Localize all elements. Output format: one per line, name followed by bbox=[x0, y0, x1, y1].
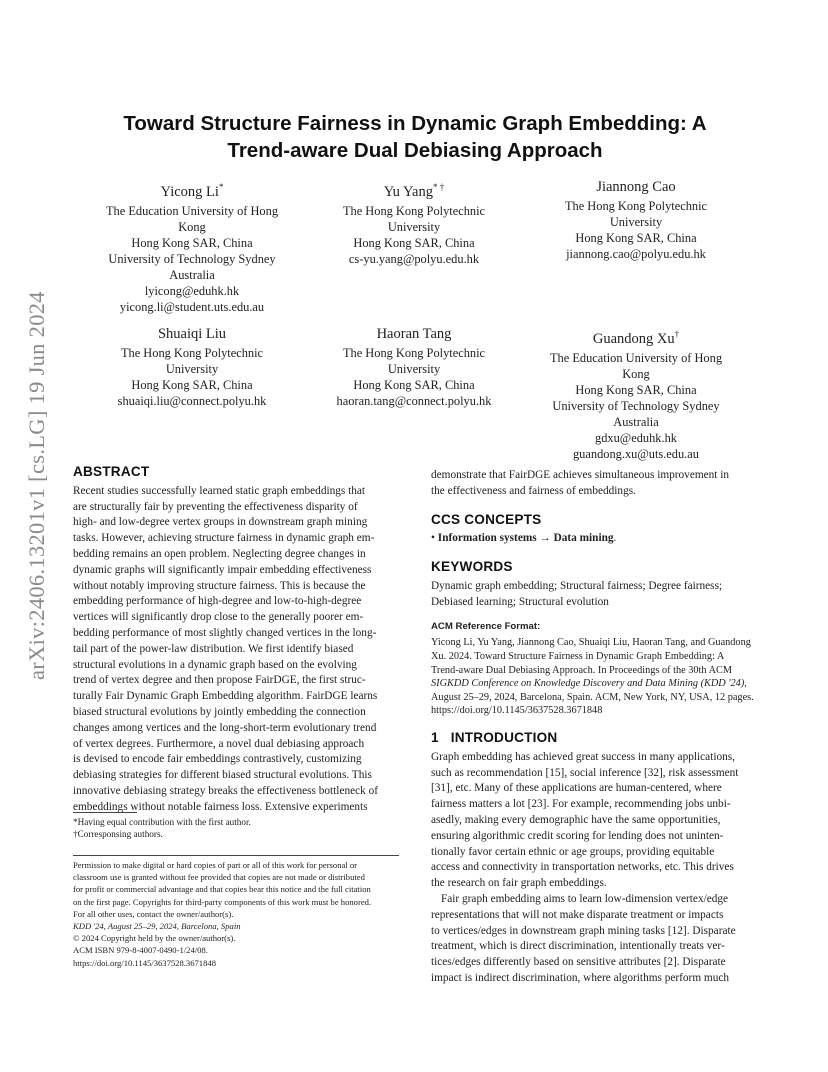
doi-line: https://doi.org/10.1145/3637528.3671848 bbox=[73, 957, 216, 968]
body-line: to vertices/edges in downstream graph mining tasks [12]. Disparate bbox=[431, 924, 736, 937]
author-name: Jiannong Cao bbox=[596, 179, 676, 195]
reference-line: https://doi.org/10.1145/3637528.3671848 bbox=[431, 705, 603, 717]
title-line: Trend-aware Dual Debiasing Approach bbox=[227, 139, 603, 162]
abstract-section bbox=[73, 464, 399, 816]
abstract-line: are structurally fair by preventing the effectiveness disparity of bbox=[73, 500, 358, 513]
abstract-line: biased structural evolutions by jointly embedding the connection bbox=[73, 705, 366, 718]
author-affil: University bbox=[165, 362, 219, 376]
author-affil: The Hong Kong Polytechnic bbox=[342, 203, 486, 218]
permission-line: on the first page. Copyrights for third-party components of this work must be honored. bbox=[73, 896, 372, 907]
abstract-line: without notably improving structure fairness. This is because the bbox=[73, 579, 366, 592]
bullet: • bbox=[431, 532, 435, 545]
author-email: yicong.li@student.uts.edu.au bbox=[119, 299, 265, 314]
footnotes bbox=[73, 816, 399, 840]
ccs-heading: CCS CONCEPTS bbox=[431, 511, 542, 527]
conference-line: KDD '24, August 25–29, 2024, Barcelona, Spain bbox=[73, 921, 241, 932]
copyright-line: © 2024 Copyright held by the owner/author(s). bbox=[73, 933, 236, 944]
abstract-line: tasks. However, achieving structure fairness in dynamic graph em- bbox=[73, 532, 375, 545]
abstract-line: the effectiveness and fairness of embeddings. bbox=[431, 484, 636, 497]
paper-title bbox=[70, 110, 760, 164]
permission-line: for profit or commercial advantage and that copies bear this notice and the full citation bbox=[73, 884, 371, 895]
abstract-heading: ABSTRACT bbox=[73, 464, 150, 479]
section-title: INTRODUCTION bbox=[450, 729, 558, 745]
keywords-heading: KEYWORDS bbox=[431, 559, 513, 575]
author-affil: Kong bbox=[622, 366, 650, 381]
introduction-heading bbox=[431, 730, 761, 746]
abstract-line: changes among vertices and the long-short-term evolutionary trend bbox=[73, 721, 377, 734]
abstract-line: demonstrate that FairDGE achieves simultaneous improvement in bbox=[431, 469, 730, 481]
abstract-line: high- and low-degree vertex groups in downstream graph mining bbox=[73, 516, 368, 529]
reference-format-heading: ACM Reference Format: bbox=[431, 620, 541, 632]
author-name: Yicong Li bbox=[160, 183, 219, 200]
intro-paragraph-1 bbox=[431, 750, 761, 892]
permission-rule bbox=[73, 855, 399, 856]
body-line: representations that will not make disparate treatment or impacts bbox=[431, 908, 724, 921]
reference-line: Trend-aware Dual Debiasing Approach. In Proceedings of the 30th ACM bbox=[431, 664, 733, 676]
author-email: gdxu@eduhk.hk bbox=[595, 430, 677, 445]
arxiv-id: arXiv:2406.13201v1 [cs.LG] 19 Jun 2024 bbox=[24, 291, 49, 680]
author-affil: University bbox=[387, 219, 441, 234]
author-block bbox=[304, 325, 524, 409]
reference-format bbox=[431, 636, 761, 718]
author-email: lyicong@eduhk.hk bbox=[144, 283, 240, 298]
author-affil: University bbox=[387, 362, 441, 376]
abstract-line: dynamic graphs will significantly impair embedding effectiveness bbox=[73, 563, 372, 576]
author-affil: University of Technology Sydney bbox=[108, 251, 276, 266]
author-mark: † bbox=[674, 329, 680, 339]
author-affil: Hong Kong SAR, China bbox=[131, 378, 253, 392]
abstract-line: embedding performance of high-degree and low-to-high-degree bbox=[73, 595, 362, 608]
author-affil: Hong Kong SAR, China bbox=[353, 235, 475, 250]
body-line: access and connectivity in transportation networks, etc. This drives bbox=[431, 861, 734, 874]
body-line: ensuring algorithmic credit scoring for lending does not uninten- bbox=[431, 829, 724, 842]
author-affil: Kong bbox=[178, 219, 206, 234]
permission-line: Permission to make digital or hard copies of part or all of this work for personal or bbox=[73, 860, 358, 870]
author-mark: * † bbox=[432, 182, 445, 192]
body-line: such as recommendation [15], social inference [32], risk assessment bbox=[431, 766, 739, 779]
body-line: impact is indirect discrimination, where algorithms perform much bbox=[431, 971, 730, 984]
abstract-line: embeddings without notable fairness loss. Extensive experiments bbox=[73, 800, 368, 813]
abstract-line: trend of vertex degree and then propose FairDGE, the first struc- bbox=[73, 674, 366, 687]
body-line: treatment, which is direct discrimination, intentionally treats ver- bbox=[431, 940, 725, 953]
abstract-line: innovative debiasing strategy breaks the effectiveness bottleneck of bbox=[73, 784, 379, 797]
arrow-icon: → bbox=[539, 532, 551, 545]
abstract-line: Recent studies successfully learned static graph embeddings that bbox=[73, 484, 366, 497]
keywords-line: Dynamic graph embedding; Structural fairness; Degree fairness; bbox=[431, 579, 723, 592]
author-email: jiannong.cao@polyu.edu.hk bbox=[566, 247, 706, 261]
author-affil: The Hong Kong Polytechnic bbox=[342, 346, 486, 360]
abstract-line: structural evolutions in a dynamic graph based on the evolving bbox=[73, 658, 357, 671]
body-line: [31], etc. Many of these applications are human-centered, where bbox=[431, 782, 722, 795]
author-affil: Hong Kong SAR, China bbox=[131, 235, 253, 250]
ccs-concept bbox=[431, 531, 761, 547]
author-email: haoran.tang@connect.polyu.hk bbox=[336, 394, 492, 408]
abstract-line: vertices will significantly drop close to the generally poorer em- bbox=[73, 611, 364, 624]
abstract-line: turally Fair Dynamic Graph Embedding algorithm. FairDGE learns bbox=[73, 690, 378, 703]
author-block bbox=[526, 178, 746, 262]
footnote: †Corresponsing authors. bbox=[73, 829, 163, 839]
section-number: 1 bbox=[431, 729, 439, 745]
abstract-body bbox=[73, 484, 399, 816]
ccs-term: Information systems bbox=[437, 532, 537, 545]
author-block bbox=[526, 325, 746, 462]
author-affil: The Education University of Hong bbox=[549, 350, 723, 365]
title-line: Toward Structure Fairness in Dynamic Graph Embedding: A bbox=[123, 112, 707, 135]
author-affil: Hong Kong SAR, China bbox=[575, 382, 697, 397]
body-line: tionally favor certain ethnic or age groups, providing equitable bbox=[431, 845, 715, 858]
author-affil: The Hong Kong Polytechnic bbox=[120, 346, 264, 360]
right-column bbox=[431, 468, 761, 987]
footnote-rule bbox=[73, 812, 137, 813]
isbn-line: ACM ISBN 979-8-4007-0490-1/24/08. bbox=[73, 945, 208, 956]
body-line: the research on fair graph embeddings. bbox=[431, 877, 607, 890]
abstract-line: bedding performance of most slightly changed vertices in the long- bbox=[73, 626, 377, 639]
author-name: Yu Yang bbox=[383, 183, 433, 200]
permission-line: classroom use is granted without fee provided that copies are not made or distributed bbox=[73, 872, 365, 883]
author-email: cs-yu.yang@polyu.edu.hk bbox=[348, 251, 480, 266]
reference-line: Xu. 2024. Toward Structure Fairness in Dynamic Graph Embedding: A bbox=[431, 650, 725, 662]
intro-paragraph-2 bbox=[431, 892, 761, 987]
reference-line: Yicong Li, Yu Yang, Jiannong Cao, Shuaiqi Liu, Haoran Tang, and Guandong bbox=[431, 637, 751, 649]
author-mark: * bbox=[218, 182, 224, 192]
abstract-line: bedding remains an open problem. Neglecting degree changes in bbox=[73, 547, 366, 560]
footnote: *Having equal contribution with the first author. bbox=[73, 817, 251, 827]
arxiv-sidebar bbox=[24, 291, 50, 680]
body-line: Fair graph embedding aims to learn low-dimension vertex/edge bbox=[441, 892, 729, 905]
abstract-line: debiasing strategies for different biased structural evolutions. This bbox=[73, 769, 372, 782]
author-affil: Australia bbox=[169, 267, 215, 282]
author-block bbox=[304, 178, 524, 267]
author-affil: University bbox=[609, 215, 663, 229]
author-affil: Australia bbox=[613, 414, 659, 429]
author-affil: The Education University of Hong bbox=[105, 203, 279, 218]
author-name: Guandong Xu bbox=[592, 330, 675, 347]
body-line: tices/edges differently based on sensitive attributes [2]. Disparate bbox=[431, 956, 726, 969]
permission-line: For all other uses, contact the owner/author(s). bbox=[73, 908, 234, 919]
author-block bbox=[82, 178, 302, 315]
author-affil: Hong Kong SAR, China bbox=[575, 231, 697, 245]
reference-line: SIGKDD Conference on Knowledge Discovery and Data Mining (KDD '24), bbox=[431, 678, 747, 690]
author-affil: University of Technology Sydney bbox=[552, 398, 720, 413]
body-line: Graph embedding has achieved great success in many applications, bbox=[431, 750, 735, 763]
permission-block bbox=[73, 859, 403, 969]
author-block bbox=[82, 325, 302, 409]
body-line: fairness matters a lot [23]. For example, recommending jobs unbi- bbox=[431, 798, 731, 811]
keywords-line: Debiased learning; Structural evolution bbox=[431, 595, 609, 608]
body-line: asedly, making every demographic have the same opportunities, bbox=[431, 813, 721, 826]
author-name: Shuaiqi Liu bbox=[157, 326, 227, 342]
author-name: Haoran Tang bbox=[376, 326, 452, 342]
abstract-line: of vertex degrees. Furthermore, a novel dual debiasing approach bbox=[73, 737, 365, 750]
author-affil: The Hong Kong Polytechnic bbox=[564, 199, 708, 213]
ccs-term: Data mining bbox=[553, 532, 614, 545]
author-email: shuaiqi.liu@connect.polyu.hk bbox=[117, 394, 267, 408]
author-affil: Hong Kong SAR, China bbox=[353, 378, 475, 392]
abstract-line: is devised to encode fair embeddings contrastively, customizing bbox=[73, 753, 362, 766]
abstract-line: tail part of the power-law distribution. We first identify biased bbox=[73, 642, 354, 655]
reference-line: August 25–29, 2024, Barcelona, Spain. ACM, New York, NY, USA, 12 pages. bbox=[431, 691, 754, 703]
author-email: guandong.xu@uts.edu.au bbox=[572, 446, 699, 461]
ccs-period: . bbox=[613, 532, 617, 545]
